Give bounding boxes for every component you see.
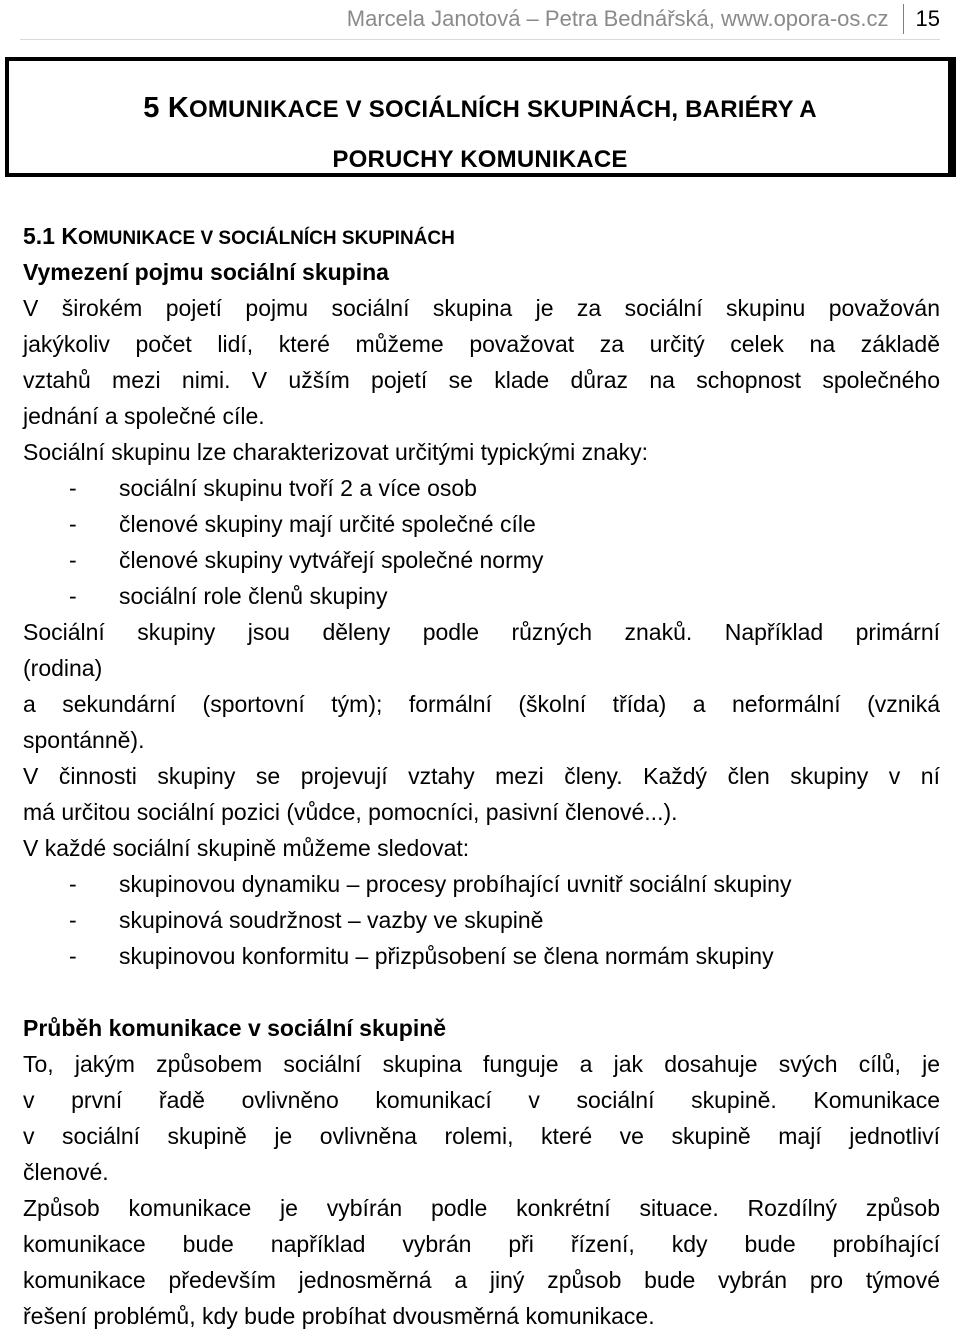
list-item: - sociální skupinu tvoří 2 a více osob bbox=[69, 475, 477, 501]
observation-list bbox=[23, 866, 940, 974]
paragraph-line: To, jakým způsobem sociální skupina funguje a jak dosahuje svých cílů, je bbox=[23, 1051, 940, 1077]
header-separator bbox=[903, 4, 904, 34]
list-item: - členové skupiny mají určité společné cíle bbox=[69, 511, 536, 537]
paragraph-line: Sociální skupiny jsou děleny podle různých znaků. Například primární bbox=[23, 619, 940, 645]
paragraph-line: komunikace především jednosměrná a jiný způsob bude vybrán pro týmové bbox=[23, 1267, 940, 1293]
paragraph-line: V širokém pojetí pojmu sociální skupina je za sociální skupinu považován bbox=[23, 295, 940, 321]
paragraph-line: (rodina) bbox=[23, 655, 103, 681]
list-item: - skupinovou dynamiku – procesy probíhající uvnitř sociální skupiny bbox=[69, 871, 792, 897]
paragraph-line: Způsob komunikace je vybírán podle konkrétní situace. Rozdílný způsob bbox=[23, 1195, 940, 1221]
subheading-communication-process: Průběh komunikace v sociální skupině bbox=[23, 1015, 447, 1041]
list-item: - sociální role členů skupiny bbox=[69, 583, 388, 609]
chapter-title bbox=[30, 83, 930, 185]
paragraph-line: vztahů mezi nimi. V užším pojetí se klade důraz na schopnost společného bbox=[23, 367, 940, 393]
paragraph-line: jakýkoliv počet lidí, které můžeme považovat za určitý celek na základě bbox=[23, 331, 940, 357]
characteristics-list bbox=[23, 470, 940, 614]
paragraph-line: řešení problémů, kdy bude probíhat dvousměrná komunikace. bbox=[23, 1303, 655, 1329]
paragraph-line: komunikace bude například vybrán při řízení, kdy bude probíhající bbox=[23, 1231, 940, 1257]
list-item: - členové skupiny vytvářejí společné normy bbox=[69, 547, 544, 573]
paragraph-line: V činnosti skupiny se projevují vztahy mezi členy. Každý člen skupiny v ní bbox=[23, 763, 940, 789]
list-item: - skupinovou konformitu – přizpůsobení se člena normám skupiny bbox=[69, 943, 774, 969]
paragraph-line: Sociální skupinu lze charakterizovat určitými typickými znaky: bbox=[23, 439, 649, 465]
section-heading: 5.1 KOMUNIKACE V SOCIÁLNÍCH SKUPINÁCH bbox=[23, 223, 455, 249]
paragraph-line: v sociální skupině je ovlivněna rolemi, které ve skupině mají jednotliví bbox=[23, 1123, 940, 1149]
chapter-title-line1: 5 KOMUNIKACE V SOCIÁLNÍCH SKUPINÁCH, BARIÉRY A bbox=[143, 92, 817, 124]
subheading-group-definition: Vymezení pojmu sociální skupina bbox=[23, 259, 389, 285]
list-item: - skupinová soudržnost – vazby ve skupině bbox=[69, 907, 544, 933]
header-rule bbox=[20, 39, 940, 40]
paragraph-line: má určitou sociální pozici (vůdce, pomocníci, pasivní členové...). bbox=[23, 799, 678, 825]
paragraph-line: a sekundární (sportovní tým); formální (školní třída) a neformální (vzniká bbox=[23, 691, 940, 717]
page-header bbox=[347, 0, 940, 38]
page-number: 15 bbox=[915, 6, 940, 31]
spacer bbox=[23, 974, 940, 1010]
header-authors: Marcela Janotová – Petra Bednářská, www.opora-os.cz bbox=[346, 6, 889, 31]
paragraph-line: v první řadě ovlivněno komunikací v sociální skupině. Komunikace bbox=[23, 1087, 940, 1113]
paragraph-line: jednání a společné cíle. bbox=[23, 403, 265, 429]
document-body bbox=[23, 218, 940, 1334]
chapter-title-line2: PORUCHY KOMUNIKACE bbox=[332, 146, 628, 173]
paragraph-line: členové. bbox=[23, 1159, 109, 1185]
paragraph-line: spontánně). bbox=[23, 727, 145, 753]
paragraph-line: V každé sociální skupině můžeme sledovat: bbox=[23, 835, 470, 861]
